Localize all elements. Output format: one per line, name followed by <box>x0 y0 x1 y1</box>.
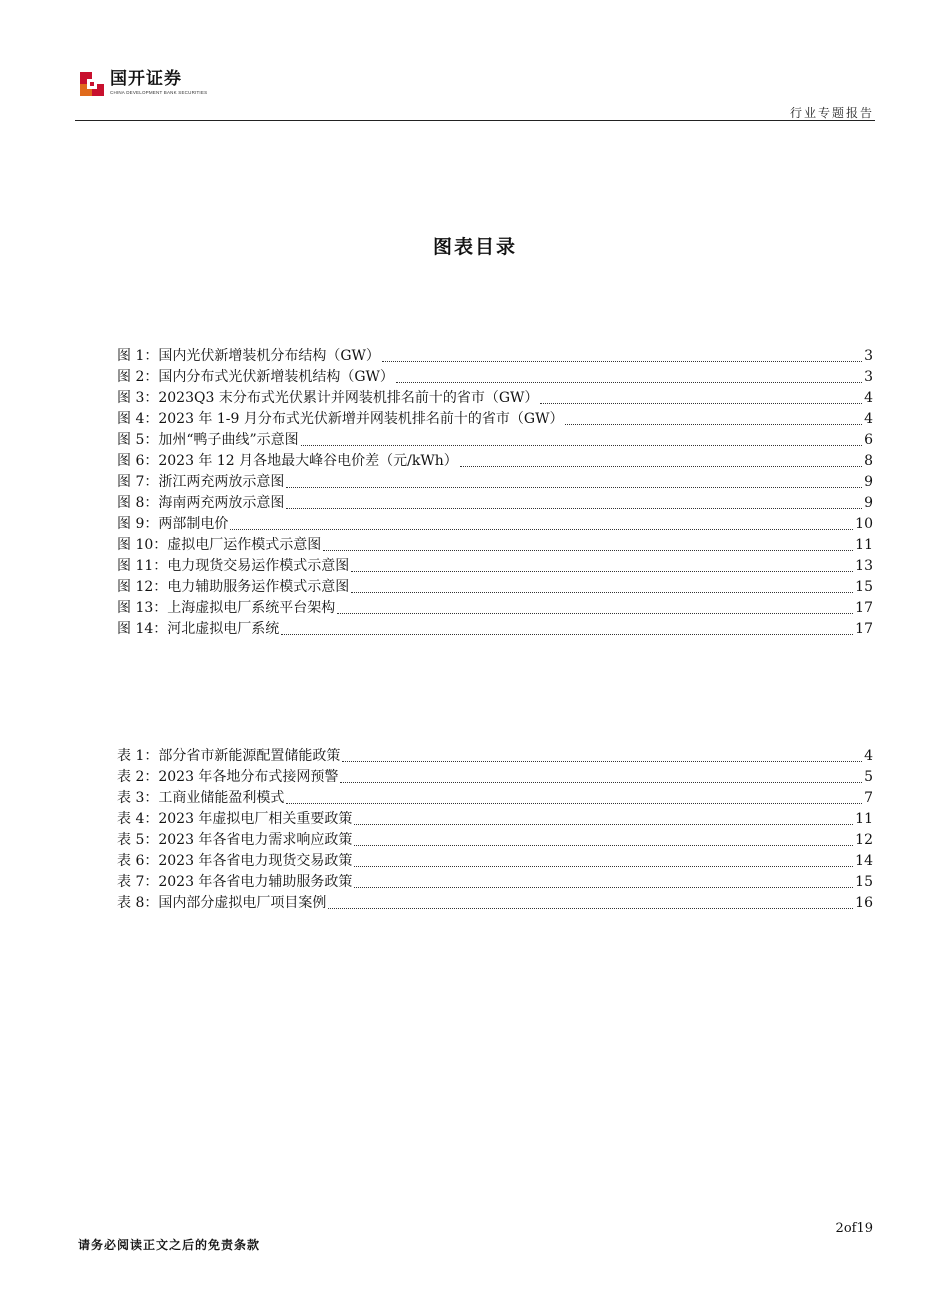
table-entry-page-number: 7 <box>864 790 873 806</box>
figure-entry-page-number: 4 <box>864 411 873 427</box>
figure-entry-page-number: 4 <box>864 390 873 406</box>
table-entry-page-number: 11 <box>855 811 873 827</box>
figure-entry[interactable] <box>117 407 873 428</box>
figure-entry-label: 图 14：河北虚拟电厂系统 <box>117 621 280 637</box>
figure-entry-label: 图 9：两部制电价 <box>117 516 229 532</box>
dot-leader <box>230 528 853 530</box>
figure-entry-page-number: 17 <box>855 621 873 637</box>
figure-entry-label: 图 13：上海虚拟电厂系统平台架构 <box>117 600 336 616</box>
figure-list <box>117 344 873 638</box>
dot-leader <box>337 612 853 614</box>
dot-leader <box>460 465 862 467</box>
disclaimer-footer: 请务必阅读正文之后的免责条款 <box>78 1238 261 1252</box>
dot-leader <box>340 781 862 783</box>
dot-leader <box>301 444 862 446</box>
figure-entry[interactable] <box>117 575 873 596</box>
table-entry-label: 表 8：国内部分虚拟电厂项目案例 <box>117 895 327 911</box>
figure-entry-page-number: 9 <box>864 495 873 511</box>
figure-entry[interactable] <box>117 533 873 554</box>
page-title: 图表目录 <box>432 236 517 258</box>
dot-leader <box>323 549 853 551</box>
table-entry[interactable] <box>117 870 873 891</box>
table-entry-page-number: 16 <box>855 895 873 911</box>
figure-entry-page-number: 15 <box>855 579 873 595</box>
logo-mark-icon <box>80 72 104 96</box>
dot-leader <box>565 423 862 425</box>
table-entry-page-number: 4 <box>864 748 873 764</box>
dot-leader <box>354 886 853 888</box>
table-entry[interactable] <box>117 828 873 849</box>
table-entry-page-number: 12 <box>855 832 873 848</box>
page-header <box>0 0 950 125</box>
dot-leader <box>281 633 853 635</box>
table-entry-label: 表 7：2023 年各省电力辅助服务政策 <box>117 874 353 890</box>
table-entry-page-number: 14 <box>855 853 873 869</box>
figure-entry-page-number: 11 <box>855 537 873 553</box>
figure-entry[interactable] <box>117 491 873 512</box>
figure-entry-label: 图 8：海南两充两放示意图 <box>117 495 285 511</box>
figure-entry[interactable] <box>117 554 873 575</box>
dot-leader <box>286 507 862 509</box>
dot-leader <box>342 760 862 762</box>
dot-leader <box>354 865 853 867</box>
dot-leader <box>382 360 862 362</box>
table-entry[interactable] <box>117 849 873 870</box>
logo-english-name: CHINA DEVELOPMENT BANK SECURITIES <box>110 90 208 95</box>
table-entry-label: 表 5：2023 年各省电力需求响应政策 <box>117 832 353 848</box>
figure-entry-label: 图 10：虚拟电厂运作模式示意图 <box>117 537 322 553</box>
table-entry-label: 表 2：2023 年各地分布式接网预警 <box>117 769 339 785</box>
table-entry[interactable] <box>117 786 873 807</box>
figure-entry-label: 图 4：2023 年 1-9 月分布式光伏新增并网装机排名前十的省市（GW） <box>117 411 564 427</box>
figure-entry-page-number: 9 <box>864 474 873 490</box>
figure-entry-page-number: 6 <box>864 432 873 448</box>
figure-entry[interactable] <box>117 344 873 365</box>
figure-entry-label: 图 7：浙江两充两放示意图 <box>117 474 285 490</box>
company-logo <box>80 70 207 98</box>
table-entry[interactable] <box>117 891 873 912</box>
table-entry[interactable] <box>117 807 873 828</box>
report-type-label: 行业专题报告 <box>789 106 874 120</box>
figure-entry-page-number: 10 <box>855 516 873 532</box>
figure-entry[interactable] <box>117 617 873 638</box>
dot-leader <box>396 381 862 383</box>
figure-entry-label: 图 1：国内光伏新增装机分布结构（GW） <box>117 348 380 364</box>
header-divider <box>75 120 875 121</box>
dot-leader <box>286 802 862 804</box>
table-entry-label: 表 1：部分省市新能源配置储能政策 <box>117 748 341 764</box>
figure-entry[interactable] <box>117 365 873 386</box>
dot-leader <box>354 823 853 825</box>
dot-leader <box>351 591 853 593</box>
figure-entry-page-number: 17 <box>855 600 873 616</box>
dot-leader <box>328 907 853 909</box>
table-list <box>117 744 873 912</box>
figure-entry-page-number: 3 <box>864 369 873 385</box>
logo-chinese-name: 国开证券 <box>110 69 182 89</box>
figure-entry[interactable] <box>117 386 873 407</box>
table-entry-page-number: 5 <box>864 769 873 785</box>
figure-entry[interactable] <box>117 512 873 533</box>
table-entry[interactable] <box>117 765 873 786</box>
figure-entry[interactable] <box>117 596 873 617</box>
page-number: 2of19 <box>835 1221 873 1236</box>
figure-entry-page-number: 8 <box>864 453 873 469</box>
figure-entry[interactable] <box>117 428 873 449</box>
figure-entry-label: 图 5：加州“鸭子曲线”示意图 <box>117 432 299 448</box>
table-entry-label: 表 3：工商业储能盈利模式 <box>117 790 285 806</box>
figure-entry-page-number: 13 <box>855 558 873 574</box>
figure-entry-page-number: 3 <box>864 348 873 364</box>
dot-leader <box>286 486 862 488</box>
figure-entry-label: 图 3：2023Q3 末分布式光伏累计并网装机排名前十的省市（GW） <box>117 390 539 406</box>
figure-entry[interactable] <box>117 470 873 491</box>
dot-leader <box>351 570 853 572</box>
figure-entry-label: 图 2：国内分布式光伏新增装机结构（GW） <box>117 369 394 385</box>
table-entry[interactable] <box>117 744 873 765</box>
figure-entry-label: 图 11：电力现货交易运作模式示意图 <box>117 558 350 574</box>
dot-leader <box>540 402 862 404</box>
dot-leader <box>354 844 853 846</box>
table-entry-label: 表 6：2023 年各省电力现货交易政策 <box>117 853 353 869</box>
figure-entry-label: 图 12：电力辅助服务运作模式示意图 <box>117 579 350 595</box>
figure-entry-label: 图 6：2023 年 12 月各地最大峰谷电价差（元/kWh） <box>117 453 458 469</box>
table-entry-page-number: 15 <box>855 874 873 890</box>
table-entry-label: 表 4：2023 年虚拟电厂相关重要政策 <box>117 811 353 827</box>
figure-entry[interactable] <box>117 449 873 470</box>
